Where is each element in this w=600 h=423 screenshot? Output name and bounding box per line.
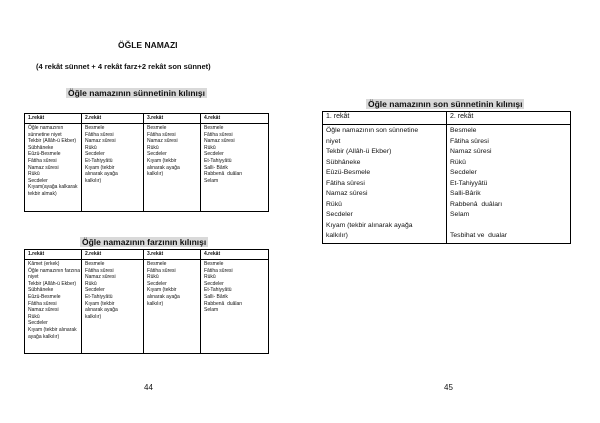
- son-sunnet-table: [322, 111, 571, 244]
- column-header: 2.rekât: [82, 250, 144, 260]
- column-header: 1. rekât: [323, 112, 447, 125]
- cell-line: Eûzü-Besmele: [28, 293, 61, 300]
- page-number-left: 44: [144, 383, 153, 392]
- column-header: 4.rekât: [201, 114, 269, 124]
- cell-line: Öğle namazının: [28, 125, 64, 131]
- cell-line: Rükû: [326, 200, 342, 208]
- son-sunnet-heading: Öğle namazının son sünnetinin kılınışı: [368, 99, 523, 109]
- cell-line: Fâtiha sûresi: [326, 179, 365, 187]
- table-header-row: [25, 250, 269, 260]
- farz-heading: Öğle namazının farzının kılınışı: [82, 237, 207, 247]
- table-header-row: [25, 114, 269, 124]
- table-row: [25, 124, 269, 212]
- table-cell: [323, 125, 447, 244]
- cell-line: Rükû: [450, 158, 466, 166]
- cell-line: Secdeler: [204, 151, 224, 158]
- column-header: 3.rekât: [144, 250, 201, 260]
- cell-line: Fâtiha sûresi: [450, 137, 489, 145]
- cell-line: sünnetine niyet: [28, 131, 62, 138]
- table-cell: [144, 124, 201, 212]
- cell-line: kalkılır): [147, 300, 164, 307]
- cell-line: Fâtiha sûresi: [147, 131, 176, 138]
- cell-line: Fâtiha sûresi: [85, 267, 114, 274]
- cell-line: Rükû: [147, 274, 159, 281]
- sunnet-table: [24, 113, 269, 212]
- cell-line: Secdeler: [326, 211, 353, 218]
- cell-line: Eûzü-Besmele: [326, 169, 371, 176]
- table-cell: [25, 124, 82, 212]
- cell-line: Salli- Bârik: [204, 164, 228, 171]
- cell-line: Selam: [450, 211, 470, 218]
- cell-line: Namaz sûresi: [28, 307, 59, 314]
- cell-line: Besmele: [147, 261, 167, 267]
- page-subtitle: (4 rekât sünnet + 4 rekât farz+2 rekât son sünnet): [36, 62, 211, 71]
- cell-line: Tekbir (Allâh-ü Ekber): [326, 148, 392, 155]
- cell-line: Salli- Bârik: [204, 293, 228, 300]
- cell-line: Selam: [204, 307, 219, 314]
- cell-line: Rabbenâ duâları: [450, 200, 503, 208]
- cell-line: alınarak ayağa: [147, 164, 180, 171]
- cell-line: Besmele: [450, 127, 477, 134]
- table-cell: [82, 124, 144, 212]
- cell-line: Secdeler: [450, 169, 477, 176]
- cell-line: Besmele: [204, 125, 224, 131]
- cell-line: Eûzü-Besmele: [28, 151, 61, 158]
- cell-line: Rabbenâ duâları: [204, 171, 243, 178]
- cell-line: Besmele: [204, 261, 224, 267]
- cell-line: Tesbihat ve dualar: [450, 232, 508, 239]
- cell-line: Salli-Bârik: [450, 190, 481, 197]
- cell-line: alınarak ayağa: [85, 307, 118, 314]
- cell-line: Secdeler: [28, 177, 48, 184]
- cell-line: Secdeler: [204, 280, 224, 287]
- cell-line: alınarak ayağa: [85, 171, 118, 178]
- cell-line: Namaz sûresi: [85, 274, 116, 281]
- cell-line: Tekbir (Allâh-ü Ekber): [28, 138, 77, 145]
- page-title: ÖĞLE NAMAZI: [118, 40, 178, 50]
- cell-line: Selam: [204, 177, 219, 184]
- cell-line: Rükû: [204, 274, 216, 281]
- sunnet-heading: Öğle namazının sünnetinin kılınışı: [68, 88, 205, 98]
- cell-line: Rükû: [85, 280, 97, 287]
- cell-line: Secdeler: [85, 151, 105, 158]
- cell-line: Kıyam(ayağa kalkarak: [28, 184, 78, 191]
- cell-line: Kıyam (tekbir: [85, 164, 115, 171]
- cell-line: Rabbenâ duâları: [204, 300, 243, 307]
- cell-line: alınarak ayağa: [147, 293, 180, 300]
- cell-line: Namaz sûresi: [450, 148, 492, 155]
- table-cell: [25, 260, 82, 354]
- cell-line: Sübhâneke: [326, 158, 361, 166]
- column-header: 4.rekât: [201, 250, 269, 260]
- table-cell: [82, 260, 144, 354]
- cell-line: Kıyam (tekbir alınarak ayağa: [326, 221, 413, 229]
- cell-line: Namaz sûresi: [85, 138, 116, 145]
- cell-line: Öğle namazının son sünnetine: [326, 127, 419, 134]
- cell-line: niyet: [28, 274, 39, 281]
- cell-line: tekbir almak): [28, 190, 57, 197]
- cell-line: Et-Tahiyyâtü: [85, 157, 113, 164]
- cell-line: Öğle namazının farzına: [28, 267, 80, 274]
- table-row: [323, 125, 571, 244]
- cell-line: ayağa kalkılır): [28, 333, 60, 340]
- cell-line: Besmele: [85, 261, 105, 267]
- cell-line: [450, 221, 567, 232]
- cell-line: Kıyam (tekbir: [147, 287, 177, 294]
- cell-line: Kıyam (tekbir alınarak: [28, 326, 77, 333]
- cell-line: Et-Tahiyyâtü: [450, 179, 488, 187]
- column-header: 2.rekât: [82, 114, 144, 124]
- table-header-row: [323, 112, 571, 125]
- column-header: 1.rekât: [25, 114, 82, 124]
- cell-line: Et-Tahiyyâtü: [85, 293, 113, 300]
- cell-line: Tekbir (Allâh-ü Ekber): [28, 280, 77, 287]
- cell-line: Fâtiha sûresi: [204, 267, 233, 274]
- table-row: [25, 260, 269, 354]
- cell-line: Rükû: [147, 144, 159, 151]
- cell-line: Fâtiha sûresi: [204, 131, 233, 138]
- cell-line: Namaz sûresi: [204, 138, 235, 145]
- cell-line: Kıyam (tekbir: [85, 300, 115, 307]
- cell-line: Rükû: [28, 171, 40, 178]
- cell-line: kalkılır): [85, 177, 102, 184]
- cell-line: Secdeler: [28, 320, 48, 327]
- cell-line: Besmele: [85, 125, 105, 131]
- cell-line: Fâtiha sûresi: [85, 131, 114, 138]
- cell-line: Secdeler: [147, 280, 167, 287]
- cell-line: Besmele: [147, 125, 167, 131]
- table-cell: [201, 260, 269, 354]
- cell-line: Kıyam (tekbir: [147, 157, 177, 164]
- cell-line: Kâmet (erkek): [28, 261, 60, 267]
- cell-line: Namaz sûresi: [28, 164, 59, 171]
- cell-line: Rükû: [204, 144, 216, 151]
- cell-line: Secdeler: [147, 151, 167, 158]
- cell-line: kalkılır): [85, 313, 102, 320]
- column-header: 2. rekât: [447, 112, 571, 125]
- column-header: 1.rekât: [25, 250, 82, 260]
- farz-table: [24, 249, 269, 354]
- cell-line: Et-Tahiyyâtü: [204, 157, 232, 164]
- cell-line: Rükû: [85, 144, 97, 151]
- cell-line: Et-Tahiyyâtü: [204, 287, 232, 294]
- cell-line: Namaz sûresi: [147, 138, 178, 145]
- cell-line: Secdeler: [85, 287, 105, 294]
- cell-line: Fâtiha sûresi: [28, 300, 57, 307]
- page-number-right: 45: [444, 383, 453, 392]
- cell-line: kalkılır): [147, 171, 164, 178]
- cell-line: Rükû: [28, 313, 40, 320]
- cell-line: Sübhâneke: [28, 287, 54, 294]
- cell-line: kalkılır): [326, 232, 348, 239]
- column-header: 3.rekât: [144, 114, 201, 124]
- cell-line: Fâtiha sûresi: [147, 267, 176, 274]
- cell-line: Fâtiha sûresi: [28, 157, 57, 164]
- table-cell: [201, 124, 269, 212]
- table-cell: [447, 125, 571, 244]
- cell-line: Sübhâneke: [28, 144, 54, 151]
- cell-line: niyet: [326, 137, 341, 145]
- cell-line: Namaz sûresi: [326, 190, 368, 197]
- table-cell: [144, 260, 201, 354]
